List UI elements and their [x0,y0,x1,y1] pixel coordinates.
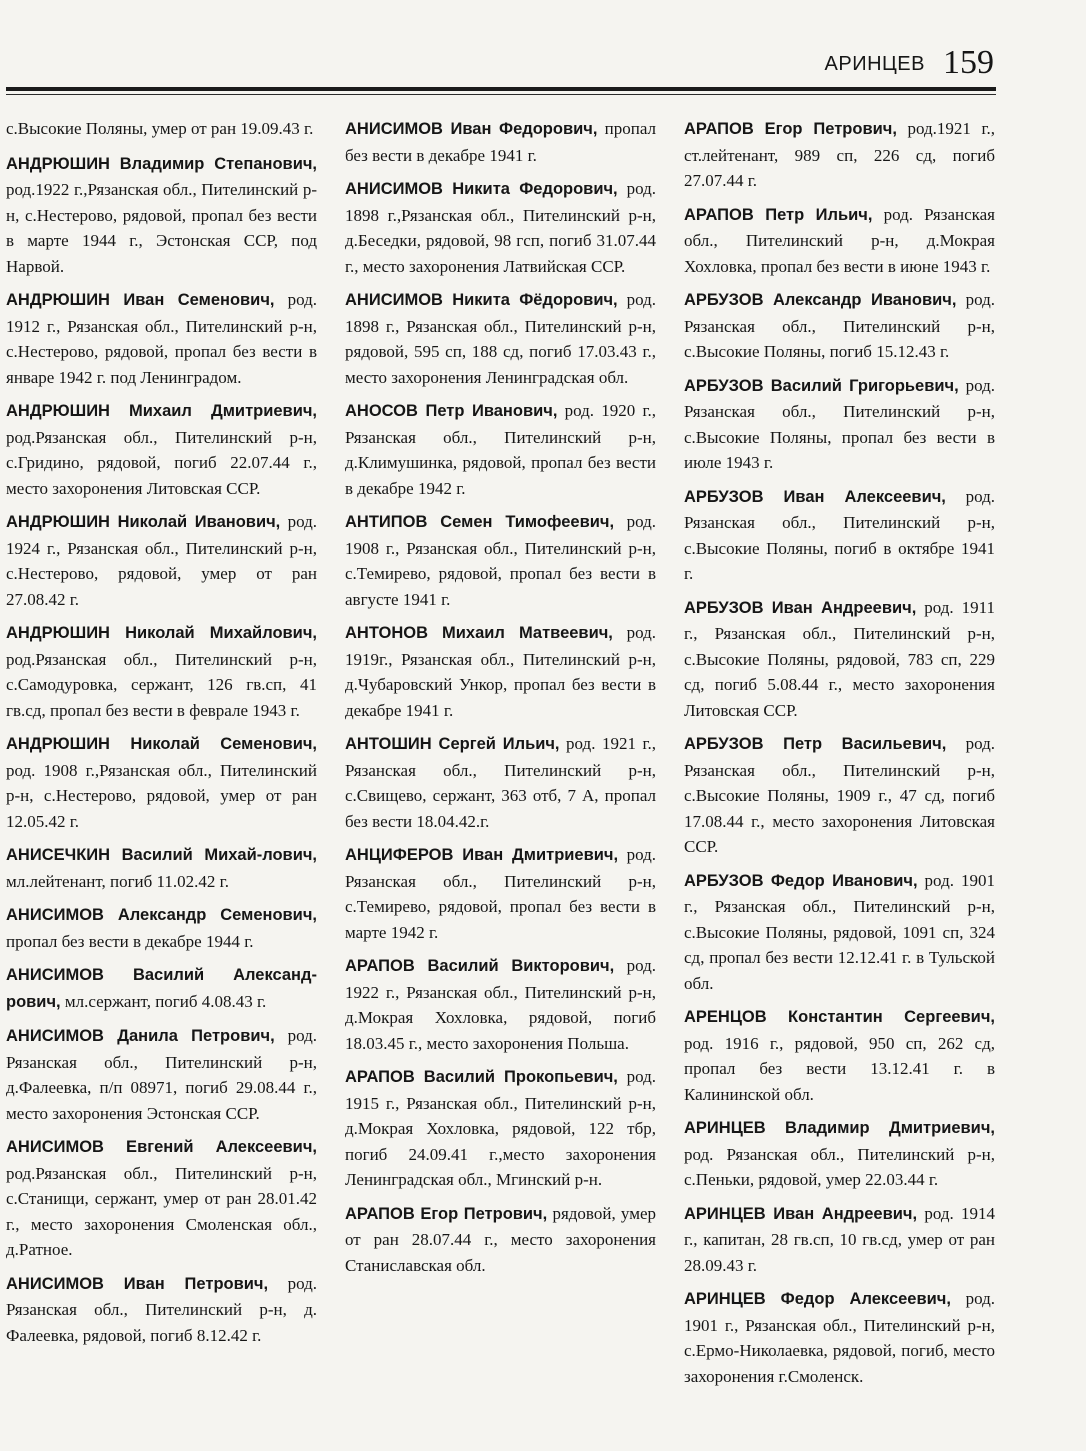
entry [684,1286,995,1389]
entry-name: АРБУЗОВ Петр Васильевич, [684,735,947,753]
entry-text: род. 1914 г., капитан, 28 гв.сп, 10 гв.сд, умер от ран 28.09.43 г. [684,1203,995,1275]
entry [684,1201,995,1279]
entry [6,116,317,143]
entry-name: АРБУЗОВ Иван Андреевич, [684,598,917,617]
entry-text: род. Рязанская обл., Пителинский р-н, с.Высокие Поляны, пропал без вести в июле 1943 г. [684,375,995,472]
entry-name: АНИСИМОВ Никита Фёдорович, [345,291,618,309]
page-header [825,40,994,84]
entry [6,1271,317,1349]
entry-name: АРАПОВ Егор Петрович, [345,1204,548,1223]
entry-name: АРБУЗОВ Василий Григорьевич, [684,376,959,395]
entry [345,731,656,834]
entry [345,287,656,390]
entry-name: АНИСИМОВ Иван Петрович, [6,1274,269,1293]
entry-name: АНИСИМОВ Василий Александ-рович, [6,966,317,1011]
entry-text: род. 1912 г., Рязанская обл., Пителинский р-н, с.Нестерово, рядовой, пропал без вести в январе 1942 г. под Ленинградом. [6,290,317,387]
entry-name: АНОСОВ Петр Иванович, [345,402,558,420]
entry [345,1064,656,1193]
entry-name: АНИСЕЧКИН Василий Михай-лович, [6,846,317,864]
entry-name: АНИСИМОВ Евгений Алексеевич, [6,1138,317,1156]
entry-text: род. Рязанская обл., Пителинский р-н, д. Фалеевка, рядовой, погиб 8.12.42 г. [6,1273,317,1345]
entry-text: род.Рязанская обл., Пителинский р-н, с.Гридино, рядовой, погиб 22.07.44 г., место захоронения Литовская ССР. [6,427,317,498]
entry-text: пропал без вести в декабре 1944 г. [6,931,254,951]
entry-name: АРЕНЦОВ Константин Сергеевич, [684,1008,995,1026]
entry-name: АНТОНОВ Михаил Матвеевич, [345,624,613,642]
entry-name: АРБУЗОВ Федор Иванович, [684,871,918,890]
entry-name: АРАПОВ Василий Викторович, [345,957,615,975]
entry [684,595,995,724]
entry-name: АРБУЗОВ Иван Алексеевич, [684,487,946,506]
entry-text: род. 1919г., Рязанская обл., Пителинский р-н, д.Чубаровский Ункор, пропал без вести в декабре 1941 г. [345,623,656,720]
entry [684,116,995,194]
entry-name: АНДРЮШИН Николай Иванович, [6,513,281,531]
entry-text: род.Рязанская обл., Пителинский р-н, с.Станищи, сержант, умер от ран 28.01.42 г., место захоронения Смоленская обл., д.Ратное. [6,1163,317,1259]
entry-name: АНДРЮШИН Михаил Дмитриевич, [6,402,317,420]
entry [684,1004,995,1107]
entry [6,842,317,894]
column-3 [684,116,995,1397]
entry-name: АРАПОВ Василий Прокопьевич, [345,1068,618,1086]
entry [345,842,656,945]
entry [345,953,656,1056]
entry-text: род. 1898 г., Рязанская обл., Пителинский р-н, рядовой, 595 сп, 188 сд, погиб 17.03.43 г., место захоронения Ленинградская обл. [345,290,656,387]
entry [684,287,995,365]
entry-name: АНИСИМОВ Данила Петрович, [6,1027,275,1045]
text-columns [6,116,996,1397]
column-1 [6,116,317,1397]
header-rule-thin [6,94,996,95]
entry [345,1201,656,1279]
entry [345,509,656,612]
entry-text: род.1922 г.,Рязанская обл., Пителинский р-н, с.Нестерово, рядовой, пропал без вести в марте 1944 г., Эстонская ССР, под Нарвой. [6,180,317,276]
entry-text: пропал без вести в декабре 1941 г. [345,119,656,165]
entry-text: род. 1924 г., Рязанская обл., Пителинский р-н, с.Нестерово, рядовой, умер от ран 27.08.42 г. [6,512,317,609]
entry-name: АНТИПОВ Семен Тимофеевич, [345,513,615,531]
entry [6,902,317,954]
entry-text: род. 1901 г., Рязанская обл., Пителинский р-н, с.Ермо-Николаевка, рядовой, погиб, место захоронения г.Смоленск. [684,1289,995,1386]
entry [6,398,317,501]
entry [684,731,995,860]
entry [6,731,317,834]
entry-text: род.Рязанская обл., Пителинский р-н, с.Самодуровка, сержант, 126 гв.сп, 41 гв.сд, пропал без вести в феврале 1943 г. [6,649,317,720]
entry-text: род. Рязанская обл., Пителинский р-н, д.Мокрая Хохловка, пропал без вести в июне 1943 г. [684,204,995,276]
entry-text: род. Рязанская обл., Пителинский р-н, с.Высокие Поляны, погиб в октябре 1941 г. [684,486,995,583]
entry [6,1134,317,1263]
entry-text: род. 1920 г., Рязанская обл., Пителинский р-н, д.Климушинка, рядовой, пропал без вести в декабре 1942 г. [345,401,657,498]
entry [6,1023,317,1126]
entry-text: род. 1901 г., Рязанская обл., Пителинский р-н, с.Высокие Поляны, рядовой, 1091 сп, 324 сд, пропал без вести 12.12.41 г. в Тульской обл. [684,870,995,993]
entry-name: АРИНЦЕВ Федор Алексеевич, [684,1290,951,1308]
header-rule-thick [6,87,996,91]
entry-name: АРБУЗОВ Александр Иванович, [684,291,957,309]
entry-name: АРАПОВ Егор Петрович, [684,120,897,138]
entry-text: рядовой, умер от ран 28.07.44 г., место захоронения Станиславская обл. [345,1203,656,1275]
entry-name: АНДРЮШИН Владимир Степанович, [6,154,317,173]
entry-name: АНИСИМОВ Никита Федорович, [345,180,618,198]
entry-text: род. Рязанская обл., Пителинский р-н, д.Фалеевка, п/п 08971, погиб 29.08.44 г., место захоронения Эстонская ССР. [6,1026,317,1123]
entry-name: АНИСИМОВ Александр Семенович, [6,906,317,924]
entry [6,509,317,612]
entry-text: род. 1911 г., Рязанская обл., Пителинский р-н, с.Высокие Поляны, рядовой, 783 сп, 229 сд, погиб 5.08.44 г., место захоронения Литовская ССР. [684,597,995,720]
entry-name: АНДРЮШИН Николай Семенович, [6,735,317,753]
entry [345,620,656,723]
entry-text: с.Высокие Поляны, умер от ран 19.09.43 г. [6,119,314,138]
entry-name: АНДРЮШИН Иван Семенович, [6,291,275,309]
entry-text: род. Рязанская обл., Пителинский р-н, с.Высокие Поляны, 1909 г., 47 сд, погиб 17.08.44 г., место захоронения Литовская ССР. [684,734,995,856]
entry-text: мл.лейтенант, погиб 11.02.42 г. [6,871,229,891]
entry-text: род. Рязанская обл., Пителинский р-н, с.Высокие Поляны, погиб 15.12.43 г. [684,290,995,361]
entry [684,373,995,476]
entry-text: род. 1921 г., Рязанская обл., Пителинский р-н, с.Свищево, сержант, 363 отб, 7 А, пропал без вести 18.04.42.г. [345,734,657,831]
entry [345,398,656,501]
entry-text: мл.сержант, погиб 4.08.43 г. [60,991,267,1011]
entry [6,620,317,723]
entry [345,176,656,279]
entry-name: АРИНЦЕВ Владимир Дмитриевич, [684,1119,995,1137]
entry [684,868,995,997]
entry-text: род. 1898 г.,Рязанская обл., Пителинский р-н, д.Беседки, рядовой, 98 гсп, погиб 31.07.44 г., место захоронения Латвийская ССР. [345,179,656,276]
entry-text: род. 1922 г., Рязанская обл., Пителинский р-н, д.Мокрая Хохловка, рядовой, погиб 18.03.45 г., место захоронения Польша. [345,956,656,1053]
entry [684,202,995,280]
entry [684,1115,995,1193]
entry-name: АНЦИФЕРОВ Иван Дмитриевич, [345,846,619,864]
page-number: 159 [943,44,994,81]
entry-name: АНТОШИН Сергей Ильич, [345,735,560,753]
entry [6,962,317,1015]
entry-text: род. 1915 г., Рязанская обл., Пителинский р-н, д.Мокрая Хохловка, рядовой, 122 тбр, погиб 24.09.41 г.,место захоронения Ленинградская обл., Мгинский р-н. [345,1067,656,1189]
column-2 [345,116,656,1397]
running-head: АРИНЦЕВ [824,53,925,75]
entry-name: АНИСИМОВ Иван Федорович, [345,120,598,138]
entry-text: род.1921 г., ст.лейтенант, 989 сп, 226 сд, погиб 27.07.44 г. [684,119,995,190]
entry [684,484,995,587]
entry-name: АРИНЦЕВ Иван Андреевич, [684,1204,918,1223]
entry [6,287,317,390]
entry [6,151,317,280]
entry-text: род. 1908 г., Рязанская обл., Пителинский р-н, с.Темирево, рядовой, пропал без вести в августе 1941 г. [345,512,656,609]
entry-text: род. Рязанская обл., Пителинский р-н, с.Пеньки, рядовой, умер 22.03.44 г. [684,1144,995,1189]
entry-name: АРАПОВ Петр Ильич, [684,205,873,224]
entry-text: род. 1908 г.,Рязанская обл., Пителинский р-н, с.Нестерово, рядовой, умер от ран 12.05.42 г. [6,760,317,831]
entry-text: род. 1916 г., рядовой, 950 сп, 262 сд, пропал без вести 13.12.41 г. в Калининской обл. [684,1033,995,1104]
entry [345,116,656,168]
entry-text: род. Рязанская обл., Пителинский р-н, с.Темирево, рядовой, пропал без вести в марте 1942 г. [345,845,656,942]
entry-name: АНДРЮШИН Николай Михайлович, [6,624,317,642]
